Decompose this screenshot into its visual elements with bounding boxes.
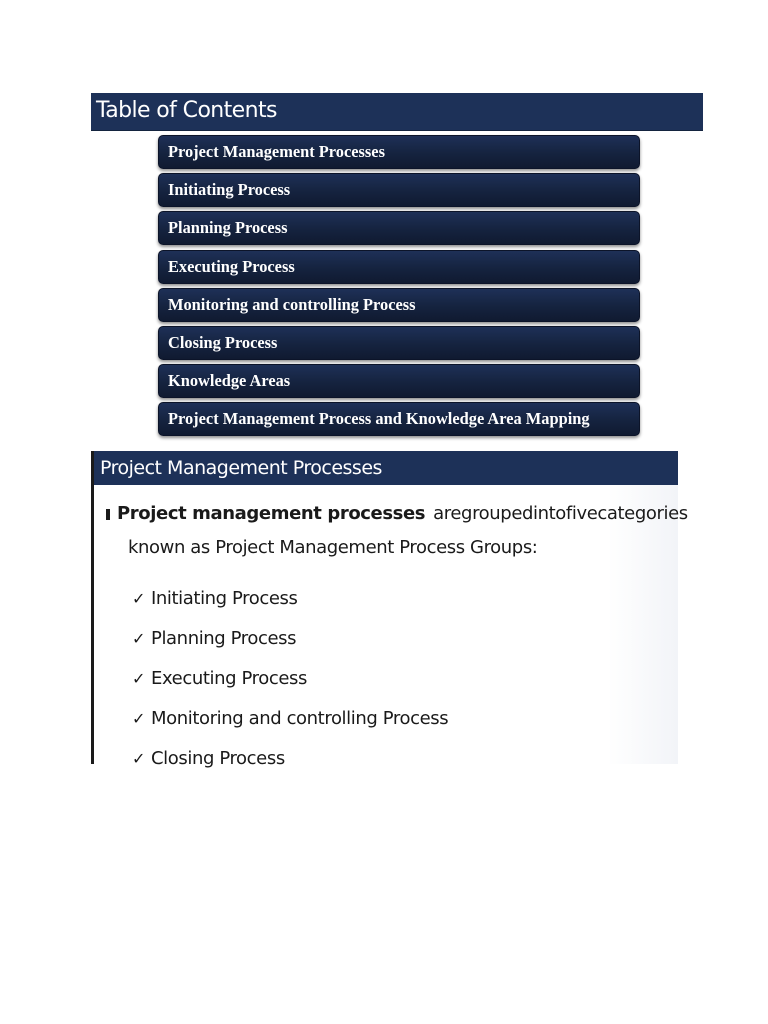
intro-line-2: known as Project Management Process Groups: bbox=[128, 537, 538, 558]
intro-bold-term: Project management processes bbox=[117, 503, 426, 524]
checkmark-icon: ✓ bbox=[132, 589, 146, 609]
intro-line-1 bbox=[106, 497, 688, 531]
process-group-label: Closing Process bbox=[151, 747, 285, 769]
process-group-label: Initiating Process bbox=[151, 588, 298, 610]
toc-list bbox=[158, 135, 640, 441]
checkmark-icon: ✓ bbox=[132, 708, 146, 728]
toc-item-monitoring-controlling-process[interactable]: Monitoring and controlling Process bbox=[158, 288, 640, 322]
list-item bbox=[132, 738, 448, 778]
intro-paragraph bbox=[106, 497, 688, 565]
toc-item-closing-process[interactable]: Closing Process bbox=[158, 326, 640, 360]
checkmark-icon: ✓ bbox=[132, 668, 146, 688]
intro-word: categories bbox=[597, 503, 688, 524]
project-management-processes-slide bbox=[91, 451, 688, 769]
pmp-title: Project Management Processes bbox=[100, 457, 382, 479]
intro-word: grouped bbox=[461, 503, 534, 524]
list-item bbox=[132, 698, 448, 738]
pmp-header-bar bbox=[94, 451, 678, 485]
intro-word: five bbox=[565, 503, 598, 524]
list-item bbox=[132, 659, 448, 699]
toc-item-executing-process[interactable]: Executing Process bbox=[158, 250, 640, 284]
toc-item-knowledge-areas[interactable]: Knowledge Areas bbox=[158, 364, 640, 398]
intro-rest-text bbox=[433, 497, 688, 531]
toc-item-initiating-process[interactable]: Initiating Process bbox=[158, 173, 640, 207]
toc-title: Table of Contents bbox=[96, 98, 277, 123]
table-of-contents-slide bbox=[91, 93, 703, 438]
pmp-body bbox=[94, 485, 688, 769]
toc-item-planning-process[interactable]: Planning Process bbox=[158, 211, 640, 245]
process-group-list bbox=[132, 579, 448, 778]
checkmark-icon: ✓ bbox=[132, 748, 146, 768]
process-group-label: Planning Process bbox=[151, 628, 297, 650]
checkmark-icon: ✓ bbox=[132, 629, 146, 649]
toc-header-bar bbox=[91, 93, 703, 131]
process-group-label: Monitoring and controlling Process bbox=[151, 707, 449, 729]
square-bullet-icon bbox=[106, 509, 110, 520]
intro-word: are bbox=[433, 503, 462, 524]
toc-item-project-management-processes[interactable]: Project Management Processes bbox=[158, 135, 640, 169]
list-item bbox=[132, 579, 448, 619]
process-group-label: Executing Process bbox=[151, 667, 307, 689]
intro-word: into bbox=[533, 503, 566, 524]
list-item bbox=[132, 619, 448, 659]
toc-item-process-knowledge-mapping[interactable]: Project Management Process and Knowledge Area Mapping bbox=[158, 402, 640, 436]
